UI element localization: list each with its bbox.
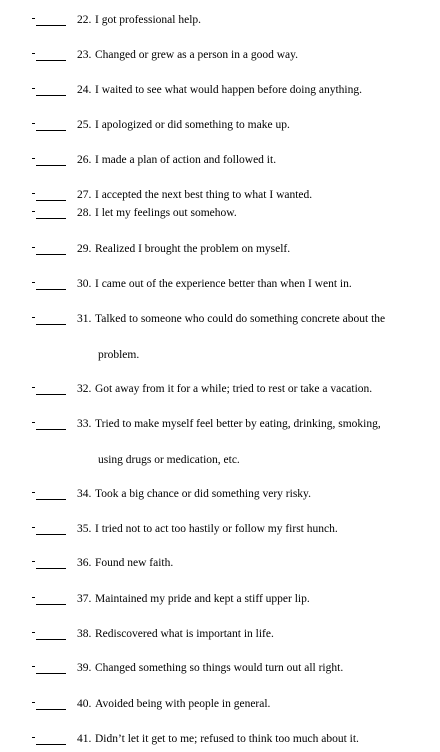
item-number: 32. — [77, 383, 92, 395]
item-text: Got away from it for a while; tried to rest or take a vacation. — [95, 383, 373, 395]
item-text: Realized I brought the problem on myself. — [95, 243, 291, 255]
item-number: 37. — [77, 593, 92, 605]
item-text-continuation: using drugs or medication, etc. — [98, 454, 240, 466]
item-number: 27. — [77, 189, 92, 201]
item-text: I made a plan of action and followed it. — [95, 154, 277, 166]
item-number: 23. — [77, 49, 92, 61]
item-text: Tried to make myself feel better by eating, drinking, smoking, — [95, 418, 381, 430]
item-number: 25. — [77, 119, 92, 131]
item-number: 34. — [77, 488, 92, 500]
item-number: 38. — [77, 628, 92, 640]
item-number: 28. — [77, 207, 92, 219]
item-text: Talked to someone who could do something concrete about the — [95, 313, 386, 325]
item-text: I let my feelings out somehow. — [95, 207, 237, 219]
item-number: 36. — [77, 557, 92, 569]
item-number: 31. — [77, 313, 92, 325]
item-text: I came out of the experience better than when I went in. — [95, 278, 352, 290]
item-text: Found new faith. — [95, 557, 174, 569]
item-text: I waited to see what would happen before doing anything. — [95, 84, 362, 96]
item-text: Didn’t let it get to me; refused to think too much about it. — [95, 733, 359, 745]
item-number: 30. — [77, 278, 92, 290]
item-text-continuation: problem. — [98, 349, 140, 361]
item-number: 29. — [77, 243, 92, 255]
item-number: 24. — [77, 84, 92, 96]
item-text: Maintained my pride and kept a stiff upper lip. — [95, 593, 310, 605]
item-text: Changed or grew as a person in a good way. — [95, 49, 299, 61]
item-text: Changed something so things would turn out all right. — [95, 662, 344, 674]
item-number: 22. — [77, 14, 92, 26]
item-text: I apologized or did something to make up. — [95, 119, 290, 131]
item-number: 40. — [77, 698, 92, 710]
item-number: 26. — [77, 154, 92, 166]
item-text: I tried not to act too hastily or follow my first hunch. — [95, 523, 338, 535]
item-text: Took a big chance or did something very risky. — [95, 488, 311, 500]
item-text: I accepted the next best thing to what I wanted. — [95, 189, 313, 201]
item-text: Rediscovered what is important in life. — [95, 628, 274, 640]
item-number: 41. — [77, 733, 92, 745]
item-number: 39. — [77, 662, 92, 674]
item-number: 35. — [77, 523, 92, 535]
item-number: 33. — [77, 418, 92, 430]
item-text: Avoided being with people in general. — [95, 698, 271, 710]
item-text: I got professional help. — [95, 14, 202, 26]
